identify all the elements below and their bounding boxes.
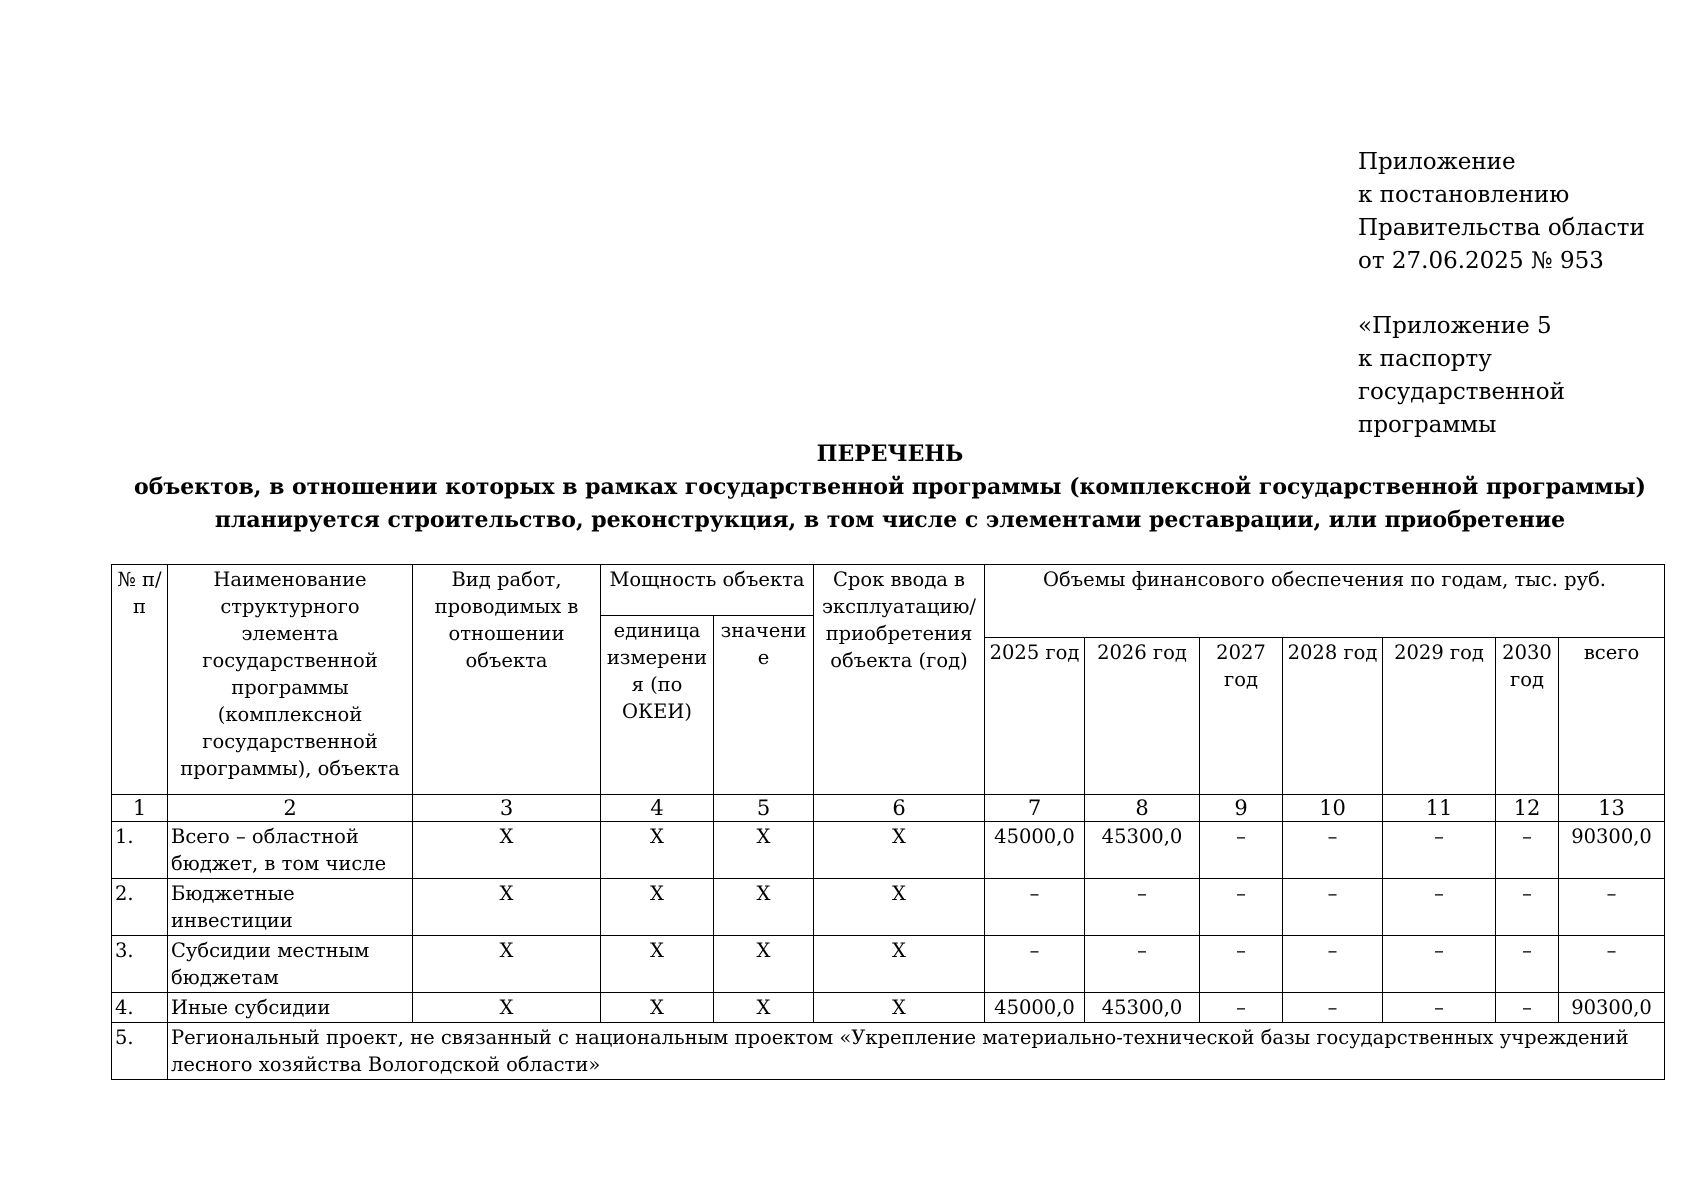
cell-y2028: – bbox=[1283, 822, 1383, 879]
header-value: значение bbox=[714, 616, 814, 795]
appendix-line: от 27.06.2025 № 953 bbox=[1358, 248, 1604, 274]
cell-total: 90300,0 bbox=[1559, 993, 1665, 1023]
appendix-line: программы bbox=[1358, 412, 1497, 438]
cell-unit: X bbox=[601, 822, 714, 879]
cell-y2025: – bbox=[985, 936, 1085, 993]
header-y2027: 2027 год bbox=[1200, 638, 1283, 795]
cell-work: X bbox=[413, 879, 601, 936]
cell-num: 3. bbox=[112, 936, 168, 993]
cell-y2026: – bbox=[1085, 936, 1200, 993]
cell-y2026: 45300,0 bbox=[1085, 822, 1200, 879]
project-name: Региональный проект, не связанный с национальным проектом «Укрепление материально-технической базы государственных учреждений лесного хозяйства Вологодской области» bbox=[168, 1023, 1665, 1080]
column-numbers-row bbox=[112, 795, 1665, 822]
column-number: 12 bbox=[1496, 795, 1559, 822]
column-number: 10 bbox=[1283, 795, 1383, 822]
cell-total: 90300,0 bbox=[1559, 822, 1665, 879]
cell-work: X bbox=[413, 822, 601, 879]
cell-name: Бюджетные инвестиции bbox=[168, 879, 413, 936]
cell-term: X bbox=[814, 822, 985, 879]
appendix-line: Приложение bbox=[1358, 149, 1516, 175]
project-row bbox=[112, 1023, 1665, 1080]
column-number: 5 bbox=[714, 795, 814, 822]
cell-y2027: – bbox=[1200, 993, 1283, 1023]
cell-value: X bbox=[714, 936, 814, 993]
cell-num: 1. bbox=[112, 822, 168, 879]
header-y2030: 2030 год bbox=[1496, 638, 1559, 795]
cell-unit: X bbox=[601, 936, 714, 993]
cell-y2028: – bbox=[1283, 936, 1383, 993]
cell-y2029: – bbox=[1383, 936, 1496, 993]
title-subline: планируется строительство, реконструкция, в том числе с элементами реставрации, или приобретение bbox=[214, 507, 1566, 533]
cell-term: X bbox=[814, 993, 985, 1023]
cell-value: X bbox=[714, 822, 814, 879]
column-number: 7 bbox=[985, 795, 1085, 822]
table-row bbox=[112, 936, 1665, 993]
title-heading: ПЕРЕЧЕНЬ bbox=[816, 441, 964, 467]
cell-work: X bbox=[413, 993, 601, 1023]
cell-y2028: – bbox=[1283, 993, 1383, 1023]
cell-y2025: 45000,0 bbox=[985, 993, 1085, 1023]
cell-y2030: – bbox=[1496, 879, 1559, 936]
header-num: № п/п bbox=[112, 565, 168, 795]
cell-y2025: – bbox=[985, 879, 1085, 936]
cell-name: Всего – областной бюджет, в том числе bbox=[168, 822, 413, 879]
header-name: Наименование структурного элемента государственной программы (комплексной государственной программы), объекта bbox=[168, 565, 413, 795]
cell-y2025: 45000,0 bbox=[985, 822, 1085, 879]
cell-num: 4. bbox=[112, 993, 168, 1023]
title-subline: объектов, в отношении которых в рамках государственной программы (комплексной государственной программы) bbox=[134, 474, 1646, 500]
header-y2026: 2026 год bbox=[1085, 638, 1200, 795]
cell-term: X bbox=[814, 879, 985, 936]
cell-y2030: – bbox=[1496, 936, 1559, 993]
appendix-line: государственной bbox=[1358, 379, 1565, 405]
cell-y2027: – bbox=[1200, 936, 1283, 993]
header-finance: Объемы финансового обеспечения по годам, тыс. руб. bbox=[985, 565, 1665, 638]
cell-num: 5. bbox=[112, 1023, 168, 1080]
column-number: 11 bbox=[1383, 795, 1496, 822]
header-y2028: 2028 год bbox=[1283, 638, 1383, 795]
cell-total: – bbox=[1559, 879, 1665, 936]
table-row bbox=[112, 879, 1665, 936]
cell-name: Иные субсидии bbox=[168, 993, 413, 1023]
header-capacity: Мощность объекта bbox=[601, 565, 814, 616]
column-number: 6 bbox=[814, 795, 985, 822]
header-row bbox=[112, 565, 1665, 616]
appendix-gap bbox=[1358, 278, 1658, 310]
cell-term: X bbox=[814, 936, 985, 993]
cell-y2030: – bbox=[1496, 822, 1559, 879]
table-row bbox=[112, 993, 1665, 1023]
appendix-block bbox=[1358, 146, 1658, 442]
header-unit: единица измерения (по ОКЕИ) bbox=[601, 616, 714, 795]
column-number: 9 bbox=[1200, 795, 1283, 822]
header-total: всего bbox=[1559, 638, 1665, 795]
cell-num: 2. bbox=[112, 879, 168, 936]
appendix-line: Правительства области bbox=[1358, 215, 1645, 241]
appendix-line: к постановлению bbox=[1358, 182, 1570, 208]
cell-y2027: – bbox=[1200, 879, 1283, 936]
cell-value: X bbox=[714, 993, 814, 1023]
column-number: 1 bbox=[112, 795, 168, 822]
cell-unit: X bbox=[601, 879, 714, 936]
cell-y2028: – bbox=[1283, 879, 1383, 936]
cell-y2029: – bbox=[1383, 879, 1496, 936]
table-row bbox=[112, 822, 1665, 879]
cell-value: X bbox=[714, 879, 814, 936]
cell-work: X bbox=[413, 936, 601, 993]
header-work: Вид работ, проводимых в отношении объекта bbox=[413, 565, 601, 795]
cell-unit: X bbox=[601, 993, 714, 1023]
column-number: 8 bbox=[1085, 795, 1200, 822]
header-term: Срок ввода в эксплуатацию/приобретения объекта (год) bbox=[814, 565, 985, 795]
appendix-line: к паспорту bbox=[1358, 346, 1492, 372]
appendix-line: «Приложение 5 bbox=[1358, 313, 1552, 339]
column-number: 13 bbox=[1559, 795, 1665, 822]
cell-total: – bbox=[1559, 936, 1665, 993]
cell-y2026: – bbox=[1085, 879, 1200, 936]
objects-table bbox=[111, 564, 1665, 1080]
cell-y2029: – bbox=[1383, 993, 1496, 1023]
header-y2025: 2025 год bbox=[985, 638, 1085, 795]
document-title bbox=[110, 438, 1670, 537]
cell-y2026: 45300,0 bbox=[1085, 993, 1200, 1023]
column-number: 3 bbox=[413, 795, 601, 822]
header-y2029: 2029 год bbox=[1383, 638, 1496, 795]
cell-name: Субсидии местным бюджетам bbox=[168, 936, 413, 993]
cell-y2027: – bbox=[1200, 822, 1283, 879]
column-number: 4 bbox=[601, 795, 714, 822]
column-number: 2 bbox=[168, 795, 413, 822]
cell-y2030: – bbox=[1496, 993, 1559, 1023]
cell-y2029: – bbox=[1383, 822, 1496, 879]
